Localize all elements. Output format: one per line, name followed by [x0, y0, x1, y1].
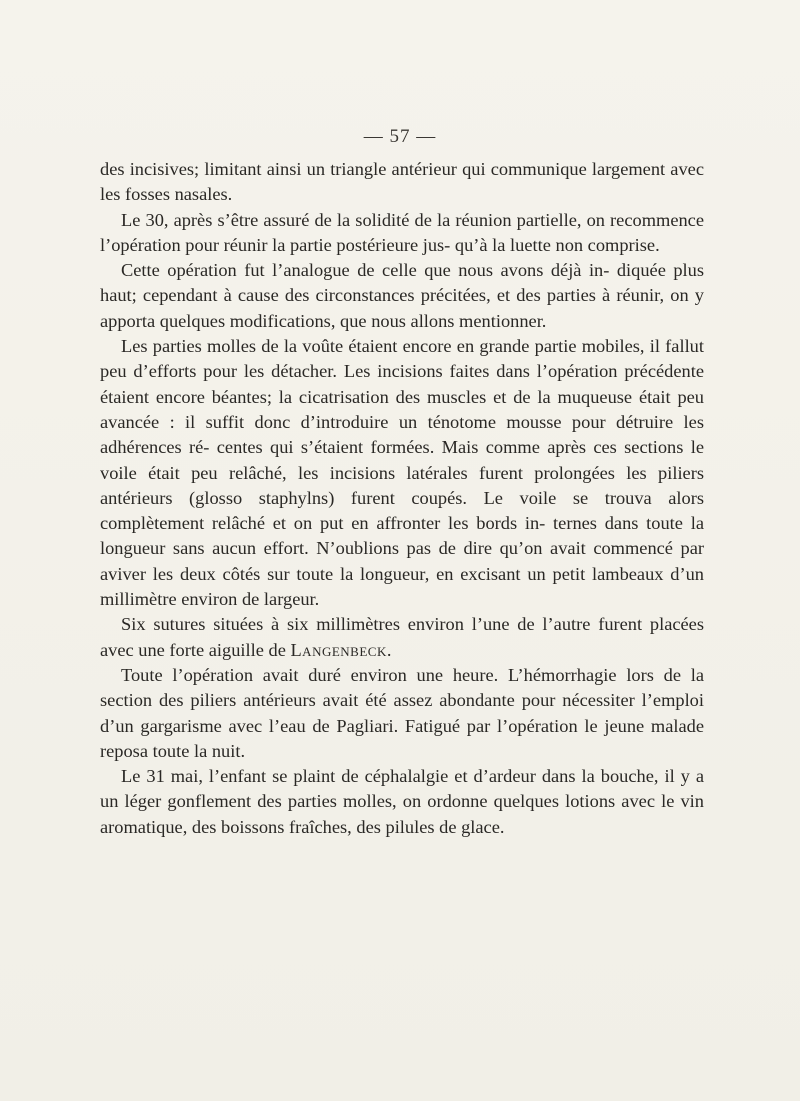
paragraph-7: Le 31 mai, l’enfant se plaint de céphalalgie et d’ardeur dans la bouche, il y a un léger gonflement des parties molles, on ordonne quelques lotions avec le vin aromatique, des boissons fraîches, des pilules de glace.	[100, 766, 704, 837]
author-name-langenbeck: Langenbeck	[290, 639, 387, 660]
paragraph-6: Toute l’opération avait duré environ une heure. L’hémorrhagie lors de la section des piliers antérieurs avait été assez abondante pour nécessiter l’emploi d’un gargarisme avec l’eau de Pagliari. Fatigué par l’opération le jeune malade reposa toute la nuit.	[100, 664, 704, 761]
paragraph-4: Les parties molles de la voûte étaient encore en grande partie mobiles, il fallut peu d’efforts pour les détacher. Les incisions faites dans l’opération précédente étaient encore béantes; la cicatrisation des muscles et de la muqueuse était peu avancée : il suffit donc d’introduire un ténotome mousse pour détruire les adhérences ré- centes qui s’étaient formées. Mais comme après ces sections le voile était peu relâché, les incisions latérales furent prolongées les piliers antérieurs (glosso staphylns) furent coupés. Le voile se trouva alors complètement relâché et on put en affronter les bords in- ternes dans toute la longueur sans aucun effort. N’oublions pas de dire qu’on avait commencé par aviver les deux côtés sur toute la longueur, en excisant un petit lambeaux d’un millimètre environ de largeur.	[100, 336, 704, 610]
paragraph-3: Cette opération fut l’analogue de celle que nous avons déjà in- diquée plus haut; cependant à cause des circonstances précitées, et des parties à réunir, on y apporta quelques modifications, que nous allons mentionner.	[100, 260, 704, 331]
body-text	[100, 157, 704, 840]
paragraph-1: des incisives; limitant ainsi un triangle antérieur qui communique largement avec les fosses nasales.	[100, 159, 704, 205]
paragraph-2: Le 30, après s’être assuré de la solidité de la réunion partielle, on recommence l’opération pour réunir la partie postérieure jus- qu’à la luette non comprise.	[100, 209, 704, 255]
paragraph-5-text: Six sutures situées à six millimètres environ l’une de l’autre furent placées avec une forte aiguille de	[100, 614, 704, 660]
paragraph-5-end: .	[386, 639, 392, 660]
paragraph-5	[100, 612, 704, 663]
page-number: — 57 —	[363, 126, 437, 147]
